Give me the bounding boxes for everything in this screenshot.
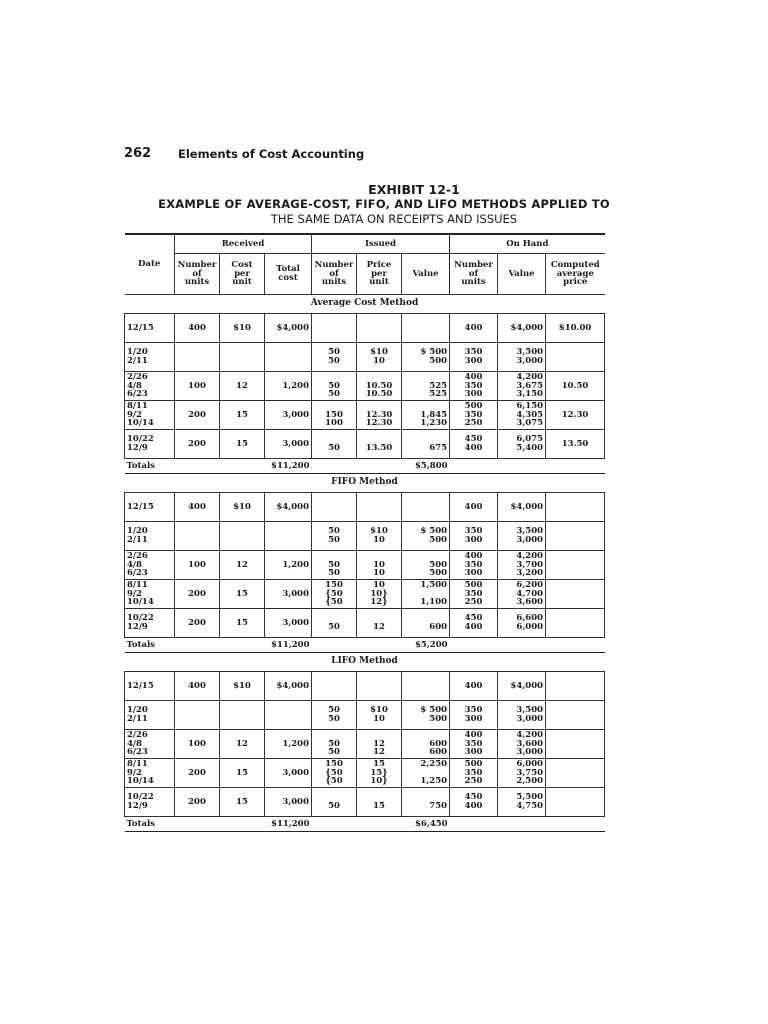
issued-units-cell: 50 — [312, 430, 357, 459]
date-cell: 2/26 4/8 6/23 — [125, 372, 175, 401]
table-row — [125, 730, 605, 759]
method-heading: Average Cost Method — [125, 295, 605, 314]
date-cell: 8/11 9/2 10/14 — [125, 759, 175, 788]
totals-spacer — [450, 459, 605, 474]
totals-row — [125, 638, 605, 653]
issued-price-cell: 10 10 — [357, 551, 402, 580]
received-units-cell: 400 — [175, 314, 220, 343]
received-cost-cell: 15 — [220, 430, 265, 459]
date-cell: 10/22 12/9 — [125, 430, 175, 459]
on-hand-value-cell: 6,200 4,700 3,600 — [498, 580, 546, 609]
received-total-cell — [265, 343, 312, 372]
issued-price-cell: 12.30 12.30 — [357, 401, 402, 430]
date-cell: 12/15 — [125, 672, 175, 701]
received-units-cell: 100 — [175, 372, 220, 401]
on-hand-units-cell: 400 350 300 — [450, 551, 498, 580]
table-row — [125, 493, 605, 522]
received-total-cell: 3,000 — [265, 580, 312, 609]
issued-price-cell: 12 — [357, 609, 402, 638]
on-hand-header: On Hand — [450, 234, 605, 254]
on-hand-value-header: Value — [498, 254, 546, 295]
on-hand-units-cell: 400 — [450, 314, 498, 343]
issued-price-cell — [357, 314, 402, 343]
received-cost-cell: 12 — [220, 372, 265, 401]
table-row — [125, 314, 605, 343]
on-hand-units-cell: 350 300 — [450, 522, 498, 551]
received-cost-cell: 15 — [220, 580, 265, 609]
received-cost-header: Cost per unit — [220, 254, 265, 295]
on-hand-value-cell: 4,200 3,600 3,000 — [498, 730, 546, 759]
issued-price-cell: 10.50 10.50 — [357, 372, 402, 401]
issued-value-cell: 500 500 — [402, 551, 450, 580]
table-row — [125, 551, 605, 580]
totals-row — [125, 817, 605, 832]
issued-units-cell — [312, 314, 357, 343]
issued-value-cell: 750 — [402, 788, 450, 817]
on-hand-units-cell: 500 350 250 — [450, 759, 498, 788]
on-hand-value-cell: 5,500 4,750 — [498, 788, 546, 817]
issued-units-cell: 150 {50 {50 — [312, 580, 357, 609]
on-hand-value-cell: 4,200 3,675 3,150 — [498, 372, 546, 401]
average-price-cell — [546, 580, 605, 609]
received-total-cell: 3,000 — [265, 609, 312, 638]
received-cost-cell: 15 — [220, 788, 265, 817]
received-total-cell: 3,000 — [265, 759, 312, 788]
exhibit-title-line-2: THE SAME DATA ON RECEIPTS AND ISSUES — [270, 212, 518, 226]
issued-price-cell — [357, 672, 402, 701]
received-cost-cell: $10 — [220, 493, 265, 522]
sub-header-row — [125, 254, 605, 295]
issued-header: Issued — [312, 234, 450, 254]
received-cost-cell — [220, 522, 265, 551]
received-total-cell — [265, 701, 312, 730]
on-hand-units-cell: 400 — [450, 672, 498, 701]
method-heading: LIFO Method — [125, 653, 605, 672]
issued-units-cell: 50 50 — [312, 372, 357, 401]
received-total-cell: 1,200 — [265, 372, 312, 401]
issued-units-cell: 50 — [312, 609, 357, 638]
average-price-cell — [546, 672, 605, 701]
received-total-cell: $4,000 — [265, 493, 312, 522]
date-cell: 10/22 12/9 — [125, 788, 175, 817]
totals-label: Totals — [125, 817, 175, 832]
exhibit-label: EXHIBIT 12-1 — [368, 182, 460, 197]
average-price-cell — [546, 343, 605, 372]
average-price-cell — [546, 788, 605, 817]
table-row — [125, 430, 605, 459]
received-units-cell: 100 — [175, 551, 220, 580]
issued-value-cell — [402, 672, 450, 701]
issued-units-cell: 150 {50 {50 — [312, 759, 357, 788]
on-hand-units-cell: 400 350 300 — [450, 372, 498, 401]
issued-value-cell: 1,845 1,230 — [402, 401, 450, 430]
totals-row — [125, 459, 605, 474]
issued-units-cell — [312, 493, 357, 522]
received-units-cell: 400 — [175, 493, 220, 522]
received-units-cell: 100 — [175, 730, 220, 759]
totals-spacer — [312, 459, 402, 474]
page-number: 262 — [124, 146, 152, 161]
totals-spacer — [175, 817, 265, 832]
date-cell: 2/26 4/8 6/23 — [125, 730, 175, 759]
issued-price-cell: $10 10 — [357, 343, 402, 372]
received-total-sum: $11,200 — [265, 459, 312, 474]
received-cost-cell: 15 — [220, 609, 265, 638]
exhibit-table-wrap — [124, 233, 604, 832]
issued-price-cell: 15 — [357, 788, 402, 817]
on-hand-units-cell: 450 400 — [450, 430, 498, 459]
method-heading-row — [125, 474, 605, 493]
method-heading: FIFO Method — [125, 474, 605, 493]
received-cost-cell: 15 — [220, 401, 265, 430]
issued-value-cell: 2,250 1,250 — [402, 759, 450, 788]
received-total-cell: 1,200 — [265, 730, 312, 759]
received-cost-cell: 12 — [220, 551, 265, 580]
issued-units-cell: 50 — [312, 788, 357, 817]
received-units-cell: 200 — [175, 401, 220, 430]
issued-value-sum: $6,450 — [402, 817, 450, 832]
received-units-cell: 200 — [175, 609, 220, 638]
issued-units-cell: 50 50 — [312, 701, 357, 730]
on-hand-value-cell: $4,000 — [498, 493, 546, 522]
table-row — [125, 701, 605, 730]
totals-spacer — [450, 638, 605, 653]
exhibit-table — [124, 233, 605, 832]
date-cell: 1/20 2/11 — [125, 701, 175, 730]
received-total-sum: $11,200 — [265, 817, 312, 832]
issued-value-cell: $ 500 500 — [402, 522, 450, 551]
exhibit-table-body — [125, 295, 605, 832]
issued-units-cell: 150 100 — [312, 401, 357, 430]
issued-units-header: Number of units — [312, 254, 357, 295]
average-price-cell: 10.50 — [546, 372, 605, 401]
on-hand-value-cell: 6,000 3,750 2,500 — [498, 759, 546, 788]
issued-value-sum: $5,200 — [402, 638, 450, 653]
on-hand-units-cell: 500 350 250 — [450, 401, 498, 430]
on-hand-value-cell: 3,500 3,000 — [498, 343, 546, 372]
received-units-cell — [175, 701, 220, 730]
received-total-sum: $11,200 — [265, 638, 312, 653]
table-row — [125, 759, 605, 788]
date-cell: 8/11 9/2 10/14 — [125, 401, 175, 430]
received-cost-cell: 12 — [220, 730, 265, 759]
on-hand-units-cell: 450 400 — [450, 788, 498, 817]
issued-price-cell: $10 10 — [357, 522, 402, 551]
page-header — [124, 146, 584, 166]
issued-value-cell — [402, 493, 450, 522]
received-units-cell — [175, 522, 220, 551]
table-row — [125, 609, 605, 638]
received-units-cell: 200 — [175, 580, 220, 609]
date-cell: 12/15 — [125, 493, 175, 522]
issued-value-cell: $ 500 500 — [402, 343, 450, 372]
table-row — [125, 672, 605, 701]
issued-units-cell — [312, 672, 357, 701]
received-units-cell: 200 — [175, 759, 220, 788]
table-row — [125, 401, 605, 430]
issued-price-header: Price per unit — [357, 254, 402, 295]
date-cell: 10/22 12/9 — [125, 609, 175, 638]
totals-label: Totals — [125, 638, 175, 653]
on-hand-value-cell: $4,000 — [498, 314, 546, 343]
average-price-cell — [546, 493, 605, 522]
received-units-cell: 400 — [175, 672, 220, 701]
on-hand-units-header: Number of units — [450, 254, 498, 295]
on-hand-units-cell: 400 350 300 — [450, 730, 498, 759]
received-total-cell: 1,200 — [265, 551, 312, 580]
received-total-cell: 3,000 — [265, 788, 312, 817]
issued-value-header: Value — [402, 254, 450, 295]
average-price-cell: 12.30 — [546, 401, 605, 430]
average-price-cell — [546, 551, 605, 580]
received-units-cell: 200 — [175, 430, 220, 459]
issued-value-cell: $ 500 500 — [402, 701, 450, 730]
date-cell: 1/20 2/11 — [125, 343, 175, 372]
received-cost-cell: $10 — [220, 314, 265, 343]
received-total-cell: 3,000 — [265, 401, 312, 430]
received-units-cell: 200 — [175, 788, 220, 817]
exhibit-title-line-1: EXAMPLE OF AVERAGE-COST, FIFO, AND LIFO METHODS APPLIED TO — [158, 197, 610, 211]
average-price-cell: $10.00 — [546, 314, 605, 343]
totals-spacer — [312, 817, 402, 832]
table-row — [125, 343, 605, 372]
totals-spacer — [175, 459, 265, 474]
received-cost-cell: $10 — [220, 672, 265, 701]
average-price-cell — [546, 701, 605, 730]
issued-price-cell: $10 10 — [357, 701, 402, 730]
on-hand-value-cell: 3,500 3,000 — [498, 701, 546, 730]
received-total-cell: $4,000 — [265, 314, 312, 343]
received-units-cell — [175, 343, 220, 372]
issued-value-cell: 525 525 — [402, 372, 450, 401]
date-cell: 1/20 2/11 — [125, 522, 175, 551]
issued-price-cell: 15 15} 10} — [357, 759, 402, 788]
received-cost-cell — [220, 701, 265, 730]
issued-units-cell: 50 50 — [312, 343, 357, 372]
received-cost-cell — [220, 343, 265, 372]
received-total-cell: 3,000 — [265, 430, 312, 459]
average-price-cell — [546, 522, 605, 551]
received-header: Received — [175, 234, 312, 254]
received-cost-cell: 15 — [220, 759, 265, 788]
on-hand-units-cell: 350 300 — [450, 343, 498, 372]
table-row — [125, 788, 605, 817]
average-price-cell — [546, 609, 605, 638]
issued-value-cell: 675 — [402, 430, 450, 459]
issued-price-cell — [357, 493, 402, 522]
received-total-cell — [265, 522, 312, 551]
totals-spacer — [312, 638, 402, 653]
average-price-cell: 13.50 — [546, 430, 605, 459]
group-header-row — [125, 234, 605, 254]
average-price-cell — [546, 730, 605, 759]
issued-value-cell: 600 600 — [402, 730, 450, 759]
on-hand-value-cell: 6,150 4,305 3,075 — [498, 401, 546, 430]
totals-label: Totals — [125, 459, 175, 474]
date-header: Date — [125, 234, 175, 295]
issued-price-cell: 10 10} 12} — [357, 580, 402, 609]
on-hand-value-cell: 4,200 3,700 3,200 — [498, 551, 546, 580]
average-price-header: Computed average price — [546, 254, 605, 295]
on-hand-units-cell: 500 350 250 — [450, 580, 498, 609]
issued-value-cell: 600 — [402, 609, 450, 638]
running-head: Elements of Cost Accounting — [178, 147, 365, 161]
issued-value-cell: 1,500 1,100 — [402, 580, 450, 609]
method-heading-row — [125, 295, 605, 314]
on-hand-value-cell: 6,600 6,000 — [498, 609, 546, 638]
issued-price-cell: 13.50 — [357, 430, 402, 459]
average-price-cell — [546, 759, 605, 788]
table-row — [125, 580, 605, 609]
on-hand-value-cell: 6,075 5,400 — [498, 430, 546, 459]
received-units-header: Number of units — [175, 254, 220, 295]
table-row — [125, 522, 605, 551]
received-total-cell: $4,000 — [265, 672, 312, 701]
table-row — [125, 372, 605, 401]
received-total-header: Total cost — [265, 254, 312, 295]
date-cell: 8/11 9/2 10/14 — [125, 580, 175, 609]
totals-spacer — [450, 817, 605, 832]
date-cell: 2/26 4/8 6/23 — [125, 551, 175, 580]
issued-price-cell: 12 12 — [357, 730, 402, 759]
on-hand-units-cell: 400 — [450, 493, 498, 522]
date-cell: 12/15 — [125, 314, 175, 343]
on-hand-value-cell: $4,000 — [498, 672, 546, 701]
issued-value-cell — [402, 314, 450, 343]
on-hand-units-cell: 450 400 — [450, 609, 498, 638]
issued-units-cell: 50 50 — [312, 730, 357, 759]
method-heading-row — [125, 653, 605, 672]
on-hand-units-cell: 350 300 — [450, 701, 498, 730]
issued-value-sum: $5,800 — [402, 459, 450, 474]
issued-units-cell: 50 50 — [312, 551, 357, 580]
totals-spacer — [175, 638, 265, 653]
on-hand-value-cell: 3,500 3,000 — [498, 522, 546, 551]
issued-units-cell: 50 50 — [312, 522, 357, 551]
